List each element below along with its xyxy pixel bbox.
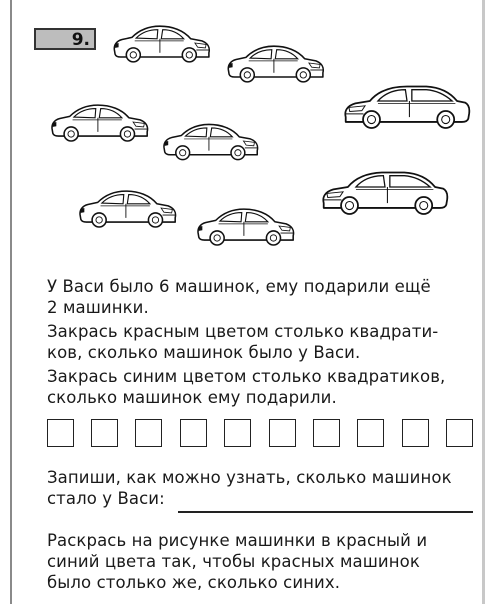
answer-line[interactable] [178, 511, 473, 513]
instruction-blue-line-1: Закрась синим цветом столько квадратиков, [47, 367, 446, 386]
square-2[interactable] [91, 419, 118, 447]
coloring-task [47, 530, 475, 593]
instruction-red-line-2: ков, сколько машинок было у Васи. [47, 343, 361, 362]
square-9[interactable] [402, 419, 429, 447]
problem-text [47, 276, 475, 318]
square-3[interactable] [135, 419, 162, 447]
car-3[interactable] [338, 80, 476, 130]
coloring-task-line-2: синий цвета так, чтобы красных машинок [47, 552, 420, 571]
instruction-red [47, 321, 475, 363]
instruction-blue [47, 366, 475, 408]
square-7[interactable] [313, 419, 340, 447]
square-8[interactable] [357, 419, 384, 447]
square-5[interactable] [224, 419, 251, 447]
task-number: 9. [71, 30, 90, 50]
car-1[interactable] [112, 22, 212, 64]
problem-line-2: 2 машинки. [47, 298, 149, 317]
square-6[interactable] [269, 419, 296, 447]
car-2[interactable] [226, 42, 326, 84]
coloring-task-line-3: было столько же, сколько синих. [47, 573, 341, 592]
car-7[interactable] [78, 186, 178, 230]
write-prompt-line-1: Запиши, как можно узнать, сколько машинок [47, 468, 452, 487]
car-5[interactable] [162, 120, 260, 162]
square-4[interactable] [180, 419, 207, 447]
coloring-squares-row [45, 419, 475, 451]
write-prompt [47, 467, 475, 509]
write-prompt-line-2: стало у Васи: [47, 489, 165, 508]
problem-line-1: У Васи было 6 машинок, ему подарили ещё [47, 277, 431, 296]
car-4[interactable] [50, 100, 150, 144]
instruction-blue-line-2: сколько машинок ему подарили. [47, 388, 337, 407]
square-10[interactable] [446, 419, 473, 447]
page-edge-left [10, 0, 12, 604]
car-8[interactable] [196, 204, 296, 248]
coloring-task-line-1: Раскрась на рисунке машинки в красный и [47, 531, 428, 550]
task-number-badge [34, 28, 96, 50]
car-6[interactable] [316, 166, 454, 216]
square-1[interactable] [47, 419, 74, 447]
instruction-red-line-1: Закрась красным цветом столько квадрати- [47, 322, 439, 341]
